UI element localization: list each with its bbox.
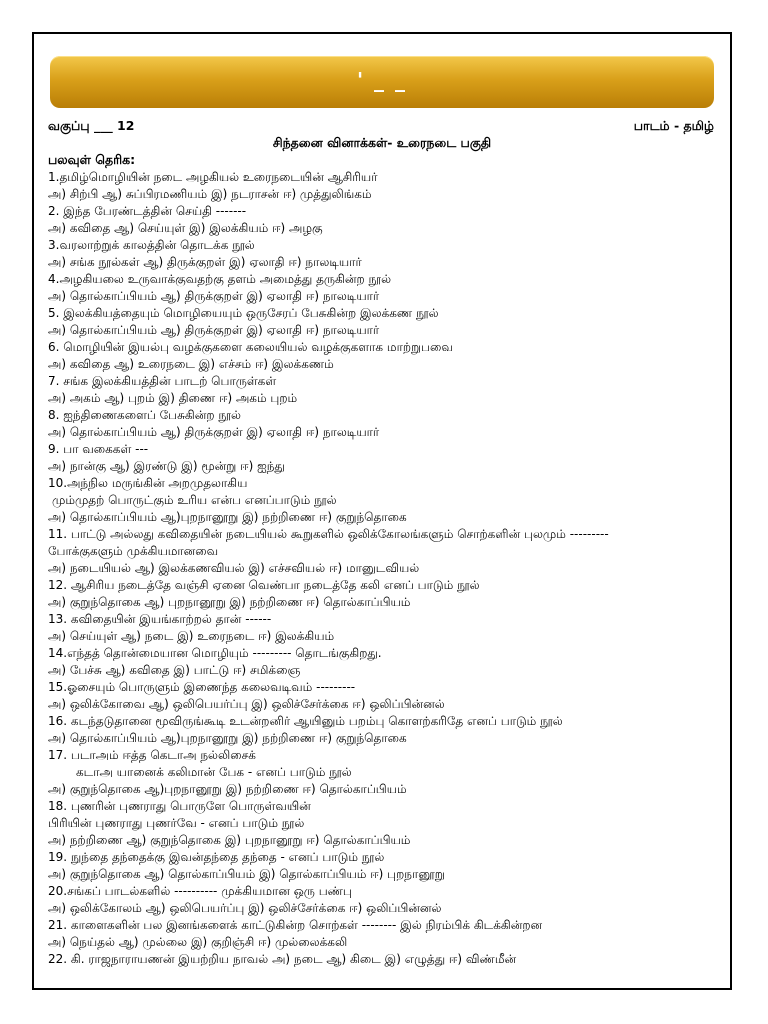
question-line: அ) தொல்காப்பியம் ஆ) திருக்குறள் இ) ஏலாதி ஈ) நாலடியார் <box>48 289 380 303</box>
question-line: அ) கவிதை ஆ) உரைநடை இ) எச்சம் ஈ) இலக்கணம் <box>48 357 334 371</box>
question-line: 3.வரலாற்றுக் காலத்தின் தொடக்க நூல் <box>48 238 255 252</box>
question-line: 7. சங்க இலக்கியத்தின் பாடற் பொருள்கள் <box>48 374 277 388</box>
question-line: அ) சங்க நூல்கள் ஆ) திருக்குறள் இ) ஏலாதி ஈ) நாலடியார் <box>48 255 362 269</box>
question-line: 1.தமிழ்மொழியின் நடை அழகியல் உரைநடையின் ஆசிரியர் <box>48 170 378 184</box>
question-line: 18. புணரின் புணராது பொருளே பொருள்வயின் <box>48 799 311 813</box>
question-line: அ) நான்கு ஆ) இரண்டு இ) மூன்று ஈ) ஐந்து <box>48 459 285 473</box>
question-line: அ) தொல்காப்பியம் ஆ) திருக்குறள் இ) ஏலாதி ஈ) நாலடியார் <box>48 323 380 337</box>
question-line: பிரியின் புணராது புணர்வே - எனப் பாடும் நூல் <box>48 816 305 830</box>
question-line: 2. இந்த பேரண்டத்தின் செய்தி ------- <box>48 204 247 218</box>
question-line: 14.எந்தத் தொன்மையான மொழியும் --------- தொடங்குகிறது. <box>48 646 382 660</box>
worksheet-subtitle: சிந்தனை வினாக்கள்- உரைநடை பகுதி <box>272 135 492 150</box>
question-line: 11. பாட்டு அல்லது கவிதையின் நடையியல் கூறுகளில் ஒலிக்கோலங்களும் சொற்களின் புலமும் --------- <box>48 527 609 541</box>
question-line: 21. காளைகளின் பல இனங்களைக் காட்டுகின்ற சொற்கள் -------- இல் நிரம்பிக் கிடக்கின்றன <box>48 918 543 932</box>
title-banner <box>50 56 714 108</box>
question-line: அ) ஒலிக்கோவை ஆ) ஒலிபெயர்ப்பு இ) ஒலிச்சேர்க்கை ஈ) ஒலிப்பின்னல் <box>48 697 445 711</box>
question-line: அ) பேச்சு ஆ) கவிதை இ) பாட்டு ஈ) சமிக்ஞை <box>48 663 301 677</box>
question-line: மும்முதற் பொருட்கும் உரிய என்ப எனப்பாடும் நூல் <box>52 493 337 507</box>
question-line: 15.ஓசையும் பொருளும் இணைந்த கலைவடிவம் --------- <box>48 680 356 694</box>
question-line: கடாஅ யானைக் கலிமான் பேக - எனப் பாடும் நூல் <box>76 765 352 779</box>
section-label: பலவுள் தெரிக: <box>48 152 136 167</box>
question-line: போக்குகளும் முக்கியமானவை <box>48 544 219 558</box>
question-line: 8. ஐந்திணைகளைப் பேசுகின்ற நூல் <box>48 408 241 422</box>
class-label: வகுப்பு ___ 12 <box>48 118 135 133</box>
question-line: 16. கடந்தடுதானை மூவிருங்கூடி உடன்றனிர் ஆயினும் பறம்பு கொளற்கரிதே எனப் பாடும் நூல் <box>48 714 563 728</box>
header-row <box>48 118 714 136</box>
question-line: அ) தொல்காப்பியம் ஆ) திருக்குறள் இ) ஏலாதி ஈ) நாலடியார் <box>48 425 380 439</box>
banner-title: ' _ _ <box>356 68 408 92</box>
question-line: அ) செய்யுள் ஆ) நடை இ) உரைநடை ஈ) இலக்கியம் <box>48 629 335 643</box>
question-line: அ) தொல்காப்பியம் ஆ)புறநானூறு இ) நற்றிணை ஈ) குறுந்தொகை <box>48 510 407 524</box>
question-line: அ) குறுந்தொகை ஆ)புறநானூறு இ) நற்றிணை ஈ) தொல்காப்பியம் <box>48 782 407 796</box>
question-line: அ) கவிதை ஆ) செய்யுள் இ) இலக்கியம் ஈ) அழகு <box>48 221 323 235</box>
question-line: அ) தொல்காப்பியம் ஆ)புறநானூறு இ) நற்றிணை ஈ) குறுந்தொகை <box>48 731 407 745</box>
question-line: அ) நெய்தல் ஆ) முல்லை இ) குறிஞ்சி ஈ) முல்லைக்கலி <box>48 935 348 949</box>
question-list <box>48 169 722 968</box>
question-line: அ) நடையியல் ஆ) இலக்கணவியல் இ) எச்சவியல் ஈ) மானுடவியல் <box>48 561 420 575</box>
question-line: அ) குறுந்தொகை ஆ) தொல்காப்பியம் இ) தொல்காப்பியம் ஈ) புறநானூறு <box>48 867 445 881</box>
question-line: 19. நுந்தை தந்தைக்கு இவன்தந்தை தந்தை - எனப் பாடும் நூல் <box>48 850 385 864</box>
question-line: 10.அந்நில மருங்கின் அறமுதலாகிய <box>48 476 248 490</box>
question-line: 22. கி. ராஜநாராயணன் இயற்றிய நாவல் அ) நடை ஆ) கிடை இ) எழுத்து ஈ) விண்மீன் <box>48 952 517 966</box>
question-line: 17. படாஅம் ஈத்த கெடாஅ நல்லிசைக் <box>48 748 256 762</box>
question-line: 20.சங்கப் பாடல்களில் ---------- முக்கியமான ஒரு பண்பு <box>48 884 352 898</box>
question-line: அ) நற்றிணை ஆ) குறுந்தொகை இ) புறநானூறு ஈ) தொல்காப்பியம் <box>48 833 411 847</box>
question-line: 5. இலக்கியத்தையும் மொழியையும் ஒருசேரப் பேசுகின்ற இலக்கண நூல் <box>48 306 439 320</box>
subject-label: பாடம் - தமிழ் <box>633 118 714 133</box>
page-frame <box>32 32 732 990</box>
question-line: அ) அகம் ஆ) புறம் இ) திணை ஈ) அகம் புறம் <box>48 391 298 405</box>
question-line: 9. பா வகைகள் --- <box>48 442 149 456</box>
question-line: 4.அழகியலை உருவாக்குவதற்கு தளம் அமைத்து தருகின்ற நூல் <box>48 272 392 286</box>
question-line: 12. ஆசிரிய நடைத்தே வஞ்சி ஏனை வெண்பா நடைத்தே கலி எனப் பாடும் நூல் <box>48 578 480 592</box>
question-line: அ) சிற்பி ஆ) சுப்பிரமணியம் இ) நடராசன் ஈ) முத்துலிங்கம் <box>48 187 372 201</box>
question-line: அ) ஒலிக்கோலம் ஆ) ஒலிபெயர்ப்பு இ) ஒலிச்சேர்க்கை ஈ) ஒலிப்பின்னல் <box>48 901 442 915</box>
question-line: 6. மொழியின் இயல்பு வழக்குகளை கலையியல் வழக்குகளாக மாற்றுபவை <box>48 340 453 354</box>
question-line: அ) குறுந்தொகை ஆ) புறநானூறு இ) நற்றிணை ஈ) தொல்காப்பியம் <box>48 595 411 609</box>
question-line: 13. கவிதையின் இயங்காற்றல் தான் ------ <box>48 612 272 626</box>
